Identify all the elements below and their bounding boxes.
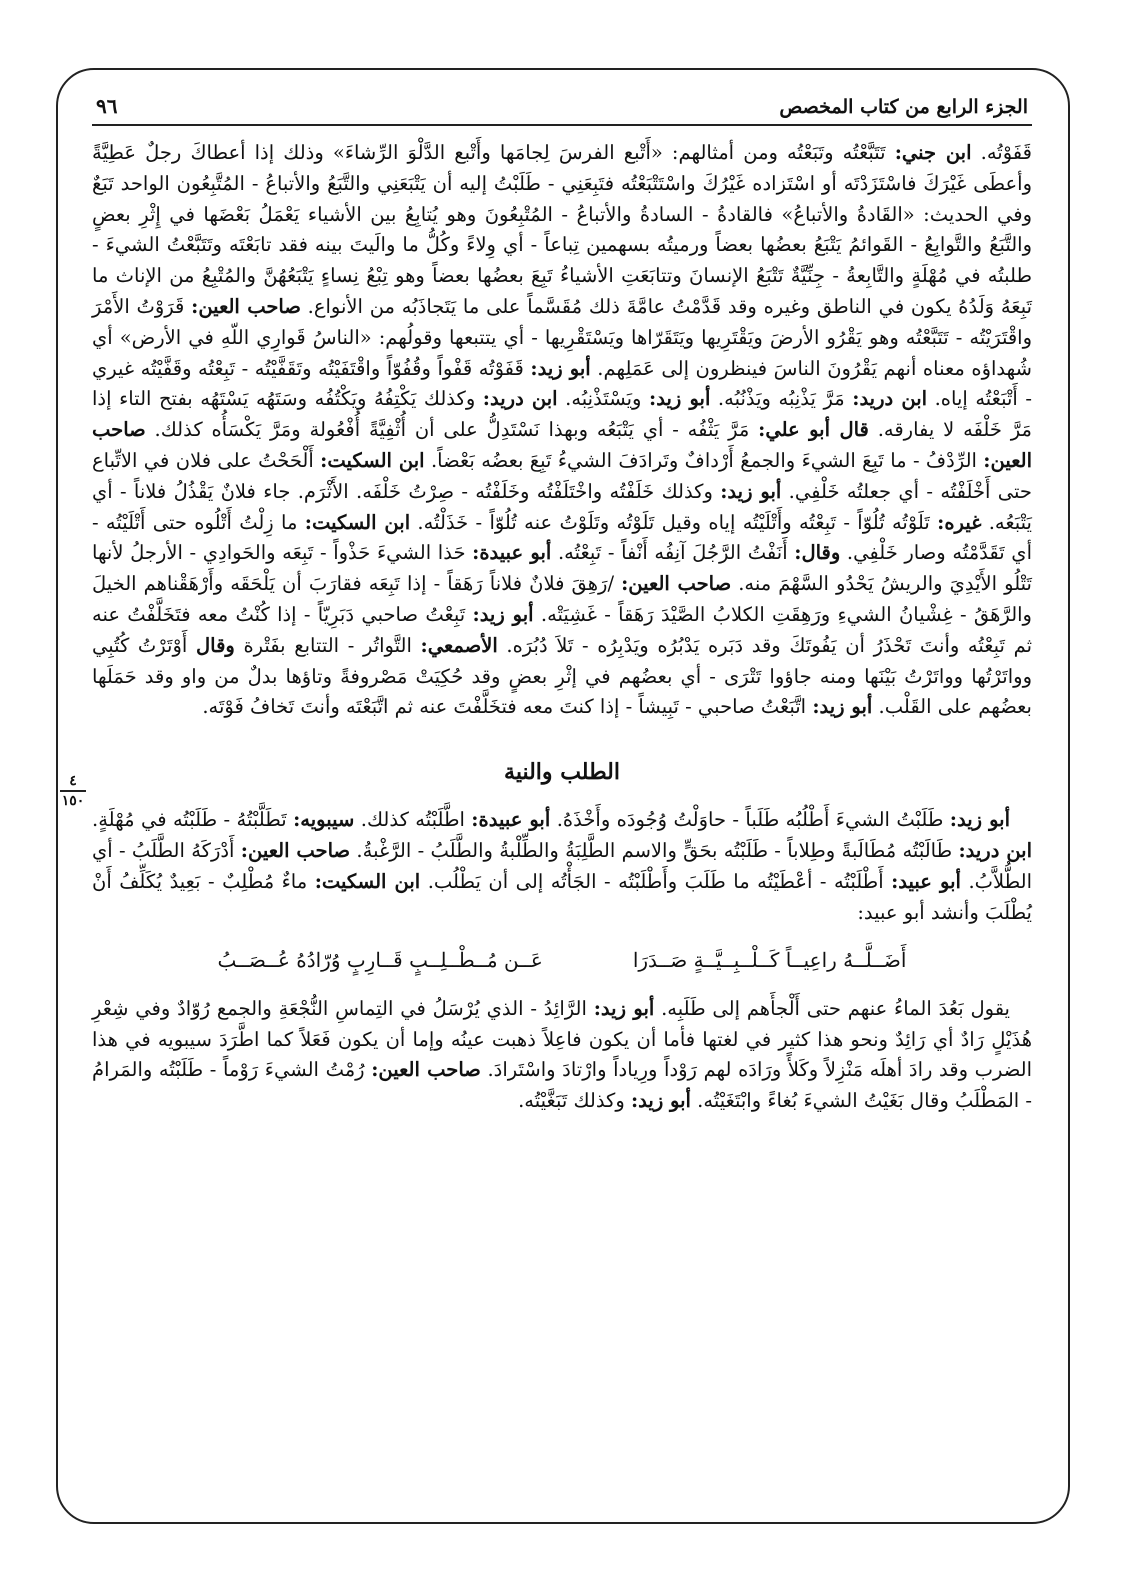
text-segment: وكذلك تَبَغَّيْتُه.: [518, 1089, 631, 1113]
author-name: أبو زيد:: [630, 1089, 691, 1113]
author-name: أبو عبيدة:: [471, 808, 551, 832]
author-name: أبو عبيدة:: [472, 541, 552, 565]
text-segment: وكذلك خَلَفْتُه واخْتَلَفْتُه وخَلَفْتُه - صِرْتُ خَلْفَه. الأَثْرَم. جاء فلانٌ يَقْذُلُ فلاناً - أي يَتْبَعُه.: [92, 479, 1032, 534]
author-name: ابن دريد:: [482, 387, 558, 411]
poetry-verse: [92, 948, 1032, 972]
author-name: أبو زيد:: [649, 387, 711, 411]
text-segment: مَرَّ يَثْفُه - أي يَتْبَعُه وبهذا نَسْتَدِلُّ على أن أُثْفِيَّةً أُفْعُولة ومَرَّ يَكْسَأُه كذلك.: [145, 418, 759, 442]
author-name: صاحب العين:: [240, 838, 351, 862]
margin-reference-bottom: ١٥٠: [61, 793, 85, 809]
author-name: أبو عبيد:: [891, 869, 961, 893]
text-segment: أَوْتَرْتُ كُتُبِي وواتَرْتُها وواتَرْتُ بَيْنَها ومنه جاؤوا تَتْرَى - أي بعضُهم في إثْرِ بعضٍ وقد حُكِيَتْ مَصْروفةً وتاؤها بدلٌ من واو وقد حَمَلَها بعضُهم على القَلْب.: [92, 633, 1032, 719]
section-title: الطلب والنية: [504, 759, 620, 786]
author-name: ابن السكيت:: [314, 869, 421, 893]
text-segment: تَلَوْتُه تُلُوّاً - تَبِعْتُه وأَتْلَيْتُه إياه وقيل تَلَوْتُه وتَلَوْتُ عنه تُلُوّاً - خَذَلْتُه.: [410, 510, 938, 534]
text-segment: وكذلك يَكْتِفُهُ ويَكْتُفُه وسَتَهُه يَسْتَهُه بفتح التاء إذا مَرَّ خَلْفَه لا يفارقه.: [92, 387, 1032, 442]
text-segment: طَلَبْتُ الشيءَ أَطْلُبُه طَلَباً - حاوَلْتُ وُجُودَه وأَخْذَهُ.: [550, 808, 950, 832]
text-segment: طَالَبْتُه مُطَالَبةً وطِلاباً - طَلَبْتُه بحَقٍّ والاسم الطَّلِبَةُ والطِّلْبةُ والطَّلَبُ - الرَّغْبةُ.: [350, 838, 959, 862]
text-segment: أَلْحَحْتُ على فلان في الاتِّباع حتى أَخْلَفْتُه - أي جعلتُه خَلْفِي.: [92, 448, 1032, 503]
text-segment: اتَّبَعْتُ صاحبي - تَبِيشاً - إذا كنتَ معه فتخَلَّفْتَ عنه ثم اتَّبَعْتَه وأنتَ تَخافُ فَوْتَه.: [202, 695, 813, 719]
text-segment: أَنَفْتُ الرَّجُلَ آنِفُه أَنْفاً - تَبِعْتُه.: [551, 541, 795, 565]
running-title: الجزء الرابع من كتاب المخصص: [779, 96, 1028, 118]
author-name: صاحب العين:: [191, 294, 301, 318]
author-name: صاحب العين:: [371, 1058, 481, 1082]
author-name: أبو زيد:: [812, 695, 873, 719]
author-name: ابن دريد:: [852, 387, 928, 411]
author-name: صاحب العين:: [621, 572, 732, 596]
author-name: ابن جني:: [894, 141, 972, 164]
author-name: الأصمعي:: [420, 633, 498, 657]
paragraph-continuation: [92, 138, 1032, 723]
text-segment: أَطْلَبْتُه - أعْطَيْتُه ما طَلَبَ وأَطْلَبْتُه - الجَأْتُه إلى أن يَطْلُب.: [420, 869, 892, 893]
text-segment: حَذا الشيءَ حَذْواً - تَبِعَه والحَوادِي - الأرجلُ لأنها تَتْلُو الأَيْدِيَ والريشُ يَحْدُو السَّهْمَ منه.: [92, 541, 1032, 596]
paragraph-raid: [92, 994, 1032, 1117]
page-header: [92, 84, 1032, 126]
verse-second-hemistich: عَــن مُــطْــلِــبٍ قَــارِبٍ وُرّادُهُ عُــصَــبُ: [217, 947, 543, 972]
author-name: وقال: [195, 633, 235, 657]
text-segment: ويَسْتَذْنِبُه.: [557, 387, 650, 411]
text-segment: الرِّدْفُ - ما تَبِعَ الشيءَ والجمعُ أَرْدافٌ وتَرادَفَ الشيءُ تَبِعَ بعضُه بَعْضاً.: [424, 448, 984, 472]
author-name: أبو زيد:: [472, 602, 534, 626]
text-segment: ما زِلْتُ أَتْلُوه حتى أَتْلَيْتُه - أي تَقَدَّمْتُه وصار خَلْفِي.: [92, 510, 1032, 565]
margin-reference-top: ٤: [69, 773, 77, 789]
page: [92, 84, 1032, 1137]
paragraph-talab: [92, 805, 1032, 928]
text-segment: تَبِعْتُ صاحبي دَبَرِيّاً - إذا كُنْتُ معه فتَخَلَّفْتُ عنه ثم تَبِعْتُه وأنتَ تَحْذَرُ أن يَفُوتَكَ وقد دَبَره يَدْبُرُه ويَدْبِرُه - تَلاَ دُبُرَه.: [92, 602, 1032, 657]
author-name: سيبويه:: [293, 808, 355, 832]
margin-reference: [58, 773, 88, 809]
author-name: وقال:: [794, 541, 841, 565]
text-segment: قَفَوْتُه قَفْواً وقُفُوّاً واقْتَفَيْتُه وتَقَفَّيْتُه - تَبِعْتُه وقَفَّيْتُه غيري - أَتْبَعْتُه إياه.: [92, 356, 1032, 411]
text-segment: /رَهِقَ فلانٌ فلاناً رَهَقاً - إذا تَبِعَه فقارَبَ أن يَلْحَقَه وأَرْهَقْناهم الخيلَ والرَّهَقُ - غِشْيانُ الشيءِ ورَهِقَتِ الكلابُ الصَّيْدَ رَهَقاً - غَشِيَتْه.: [92, 572, 1032, 626]
text-segment: تَتَبَّعْتُه وتَبَعْتُه ومن أمثالهم: «أَتْبع الفرسَ لِجامَها وأَتْبع الدَّلْوَ الرِّشاءَ» وذلك إذا أعطاكَ رجلٌ عَطِيَّةً وأعطَى غَيْرَكَ فاسْتَزَدْتَه أو اسْتَزاده غَيْرُكَ واسْتَتْبَعْتُه فتَبِعَنِي - طَلَبْتُ إليه أن يَتْبَعَنِي والتَّبَعُ والأتباعُ - المُتَّبِعُون الواحد تَبَعٌ وفي الحديث: «القَادةُ والأتباعُ» فالقادةُ - السادةُ والأتباعُ - المُتْبِعُونَ وهو يُتابِعُ بين الأشياء يَعْمَلُ بَعْضَها في إِثْرِ بعضٍ والتَّبَعُ والتَّوابِعُ - القَوائمُ يَتْبَعُ بعضُها بعضاً ورميتُه بسهمين تِباعاً - أي وِلاءً وكُلُّ ما والَيتَ بينه فقد تابَعْتَه وتَتَبَّعْتُ الشيءَ - طلبتُه في مُهْلَةٍ والتَّابِعةُ - جِنِّيَّةٌ تَتْبَعُ الإنسانَ وتتابَعَتِ الأشياءُ تَبِعَ بعضُها بعضاً وهو تِبْعُ نِساءٍ يَتْبَعُهُنَّ والمُتْبِعُ من الإناث ما تَبِعَهُ وَلَدُهُ يكون في الناطق وغيره وقد قَدَّمْتُ عامَّةَ ذلك مُقَسَّماً على ما يَتَجاذَبُه من الأنواع.: [92, 141, 1033, 318]
margin-reference-divider: [60, 790, 86, 792]
author-name: صاحب العين:: [92, 418, 1032, 472]
author-name: ابن السكيت:: [320, 448, 425, 472]
text-segment: التَّواتُر - التتابع بفَتْرة: [234, 633, 421, 657]
text-segment: أَدْرَكَهُ الطَّلَبُ - أي الطُّلاَّبُ.: [92, 838, 1032, 893]
author-name: أبو زيد:: [530, 356, 591, 380]
author-name: أبو زيد:: [593, 996, 655, 1020]
author-name: قال أبو علي:: [758, 418, 869, 442]
text-segment: الرَّائِدُ - الذي يُرْسَلُ في التِماسِ النُّجْعَةِ والجمع رُوّادٌ وفي شِعْرِ هُذَيْلٍ رَادٌ أي رَائِدٌ ونحو هذا كثير في لغتها فأما أن يكون فاعِلاً ذهبت عينُه وإما أن يكون فَعَلاً كما اطَّرَدَ سيبويه في هذا الضرب وقد رادَ أهلَه مَنْزِلاً وكَلأً ورَادَه لهم رَوْداً ورِياداً وارْتادَ واسْتَرادَ.: [92, 996, 1033, 1082]
text-segment: يقول بَعُدَ الماءُ عنهم حتى أَلْجأَهم إلى طَلَبِه.: [654, 996, 1010, 1020]
text-segment: قَفَوْتُه.: [971, 141, 1032, 164]
author-name: غيره:: [937, 510, 982, 534]
page-number: ٩٦: [96, 94, 118, 118]
text-segment: ماءٌ مُطْلِبٌ - بَعِيدٌ يُكَلِّفُ أَنْ يُطْلَبَ وأنشد أبو عبيد:: [92, 869, 1032, 924]
author-name: أبو زيد:: [949, 808, 1010, 832]
text-segment: قَرَوْتُ الأَمْرَ واقْتَرَيْتُه - تَتَبَّعْتُه وهو يَقْرُو الأرضَ ويَقْتَرِيها ويَتَقَرّاها ويَسْتَقْرِيها - أي يتتبعها وقولُهم: «الناسُ قَوارِي اللّهِ في الأرض» أي شُهداؤه معناه أنهم يَقْرُونَ الناسَ فينظرون إلى عَمَلِهم.: [92, 294, 1032, 380]
author-name: ابن دريد:: [958, 838, 1033, 862]
text-segment: اطَّلَبْتُه كذلك.: [354, 808, 472, 832]
text-segment: مَرَّ يَذْنِبُه ويَذْنُبُه.: [710, 387, 853, 411]
author-name: ابن السكيت:: [304, 510, 411, 534]
author-name: أبو زيد:: [720, 479, 782, 503]
text-segment: تَطَلَّبْتُهُ - طَلَبْتُه في مُهْلَةٍ.: [92, 808, 294, 832]
verse-first-hemistich: أَضَــلَّــهُ راعِيــاً كَــلْــبِــيَّــةٍ صَــدَرَا: [632, 947, 907, 972]
text-segment: رُمْتُ الشيءَ رَوْماً - طَلَبْتُه والمَرامُ - المَطْلَبُ وقال بَغَيْتُ الشيءَ بُغاءً وابْتَغَيْتُه.: [92, 1058, 1032, 1113]
